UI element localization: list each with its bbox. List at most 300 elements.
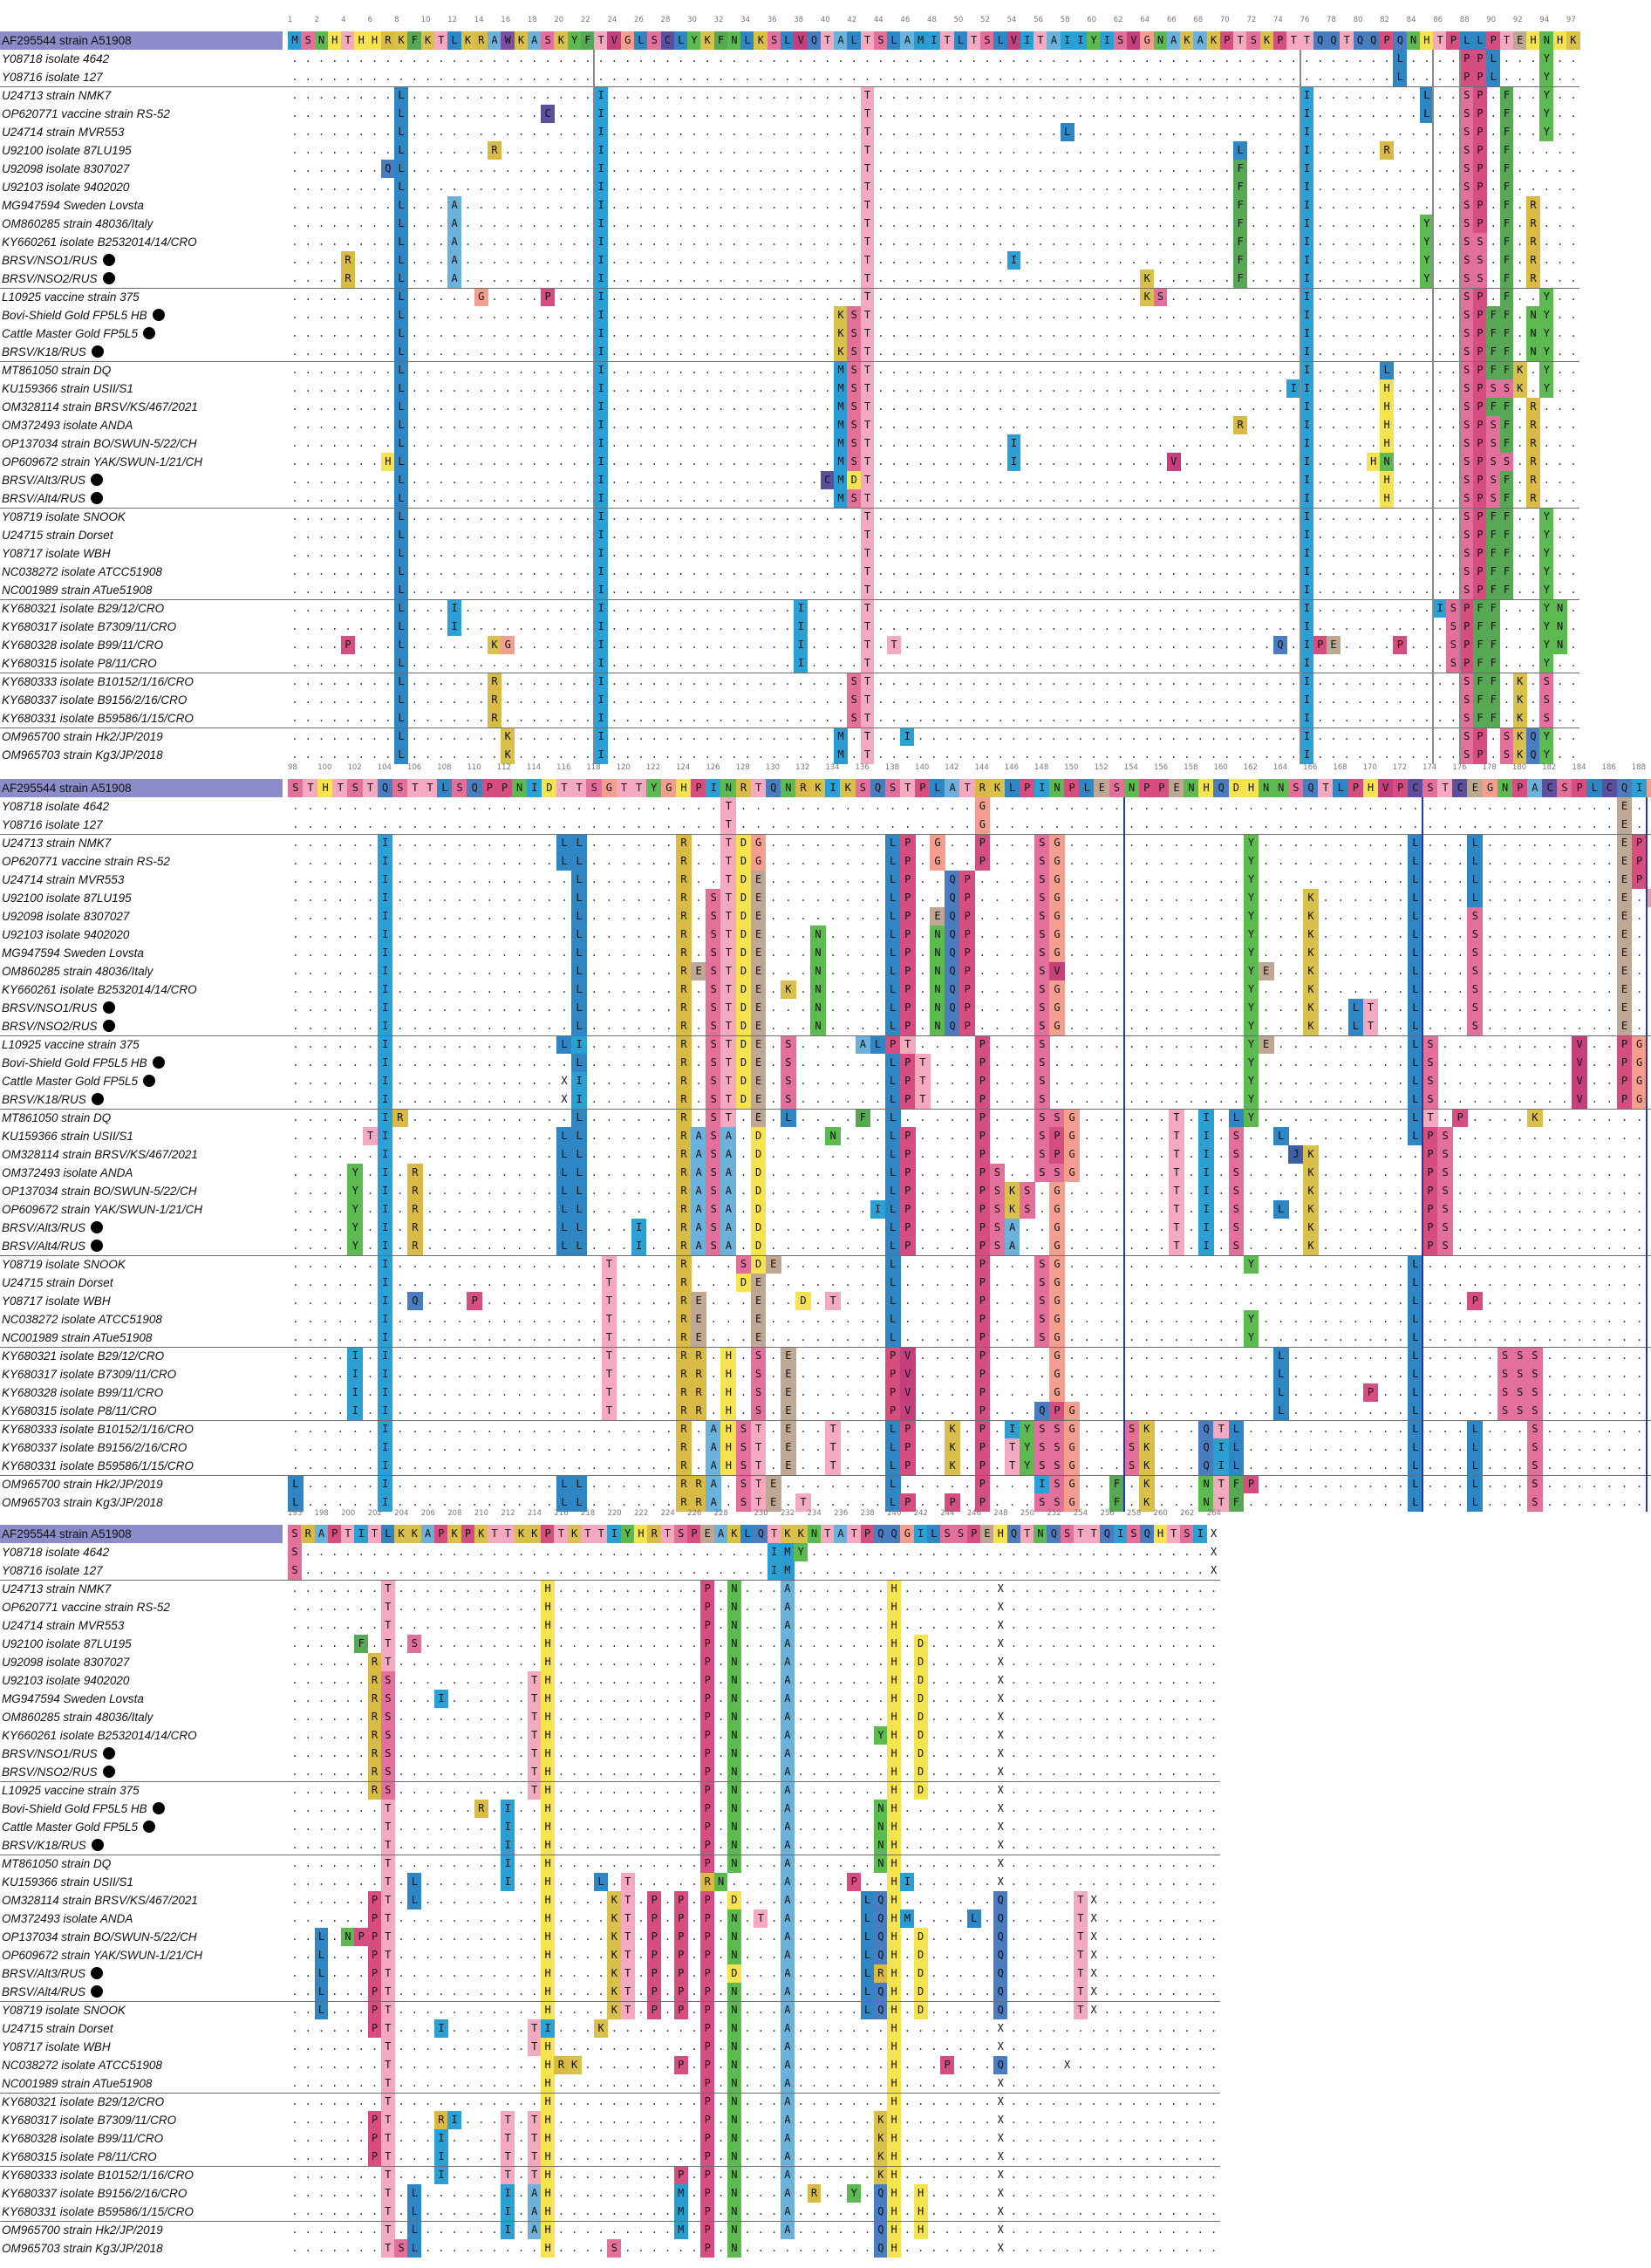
residue: L <box>394 398 408 416</box>
residue: . <box>1193 343 1207 361</box>
residue: I <box>594 636 608 654</box>
residue: G <box>975 797 991 816</box>
residue: G <box>1049 907 1065 926</box>
residue: . <box>1100 599 1114 618</box>
residue: . <box>1074 618 1088 636</box>
reference-residue: D <box>1229 779 1245 797</box>
residue: . <box>1340 306 1354 324</box>
residue: . <box>768 526 781 544</box>
residue: . <box>940 654 954 673</box>
residue: . <box>1420 288 1434 306</box>
strain-name: OM372493 isolate ANDA <box>2 419 133 432</box>
residue: . <box>1260 416 1274 434</box>
residue: . <box>381 434 395 453</box>
residue: . <box>301 105 315 123</box>
residue: . <box>900 306 914 324</box>
residue: . <box>1061 251 1075 270</box>
residue: . <box>808 270 822 288</box>
residue: . <box>993 691 1007 709</box>
residue: . <box>317 852 333 871</box>
residue: . <box>568 453 582 471</box>
residue: . <box>1260 215 1274 233</box>
residue: . <box>634 618 648 636</box>
residue: . <box>347 871 363 889</box>
residue: . <box>392 852 408 871</box>
residue: . <box>1526 160 1540 178</box>
ruler-tick-label: 130 <box>766 763 780 772</box>
strain-name: BRSV/NSO1/RUS <box>2 254 98 267</box>
residue: . <box>1220 471 1234 489</box>
sequence-row <box>0 526 1651 544</box>
residue: . <box>674 526 688 544</box>
ruler-tick-label: 158 <box>1184 763 1197 772</box>
residue: . <box>581 270 595 288</box>
residue: . <box>474 50 488 68</box>
residue: . <box>754 563 768 581</box>
residue: . <box>954 544 968 563</box>
residue: T <box>861 416 875 434</box>
residue: A <box>447 233 461 251</box>
residue: . <box>847 270 861 288</box>
residue: . <box>1154 434 1168 453</box>
residue: . <box>1260 196 1274 215</box>
residue: D <box>736 871 752 889</box>
residue: . <box>647 746 661 764</box>
residue: N <box>1553 599 1567 618</box>
residue: . <box>661 563 675 581</box>
residue: . <box>1061 233 1075 251</box>
residue: . <box>768 196 781 215</box>
residue: R <box>1526 489 1540 508</box>
residue: . <box>1500 654 1514 673</box>
residue: . <box>474 489 488 508</box>
residue: . <box>1367 251 1381 270</box>
residue: . <box>497 907 513 926</box>
residue: A <box>447 196 461 215</box>
residue: . <box>621 544 635 563</box>
residue: . <box>754 526 768 544</box>
residue: . <box>1074 673 1088 691</box>
residue: . <box>1393 306 1407 324</box>
residue: . <box>581 544 595 563</box>
residue: . <box>1327 581 1341 599</box>
residue: . <box>1064 816 1080 834</box>
residue: . <box>1539 251 1553 270</box>
ruler-tick-label: 118 <box>586 763 600 772</box>
residue: . <box>980 654 994 673</box>
residue: . <box>700 288 714 306</box>
residue: . <box>1207 361 1221 379</box>
residue: . <box>1087 673 1101 691</box>
residue: . <box>488 196 501 215</box>
residue: P <box>1313 636 1327 654</box>
residue: . <box>967 636 981 654</box>
sequence-row <box>0 251 1651 270</box>
residue: . <box>1154 926 1170 944</box>
residue: . <box>1393 215 1407 233</box>
residue: . <box>740 434 754 453</box>
residue: R <box>1526 233 1540 251</box>
sequence-row <box>0 160 1651 178</box>
residue: . <box>1260 361 1274 379</box>
residue: . <box>1180 636 1194 654</box>
residue: . <box>1193 178 1207 196</box>
residue: . <box>381 251 395 270</box>
residue: . <box>554 398 568 416</box>
reference-residue: P <box>1020 779 1035 797</box>
residue: . <box>927 215 941 233</box>
residue: . <box>1127 416 1141 434</box>
residue: . <box>1061 691 1075 709</box>
residue: . <box>1327 398 1341 416</box>
residue: . <box>288 160 302 178</box>
strain-name: Y08718 isolate 4642 <box>2 800 109 813</box>
residue: . <box>900 416 914 434</box>
residue: . <box>840 907 856 926</box>
residue: T <box>861 673 875 691</box>
residue: . <box>794 86 808 105</box>
residue: . <box>940 526 954 544</box>
residue: . <box>647 453 661 471</box>
residue: I <box>447 599 461 618</box>
residue: . <box>1233 599 1247 618</box>
residue: . <box>900 526 914 544</box>
residue: . <box>900 434 914 453</box>
residue: I <box>1300 709 1314 728</box>
residue: . <box>501 215 515 233</box>
residue: . <box>474 251 488 270</box>
residue: . <box>407 618 421 636</box>
residue: . <box>781 816 796 834</box>
residue: K <box>1140 270 1154 288</box>
residue: P <box>1632 834 1648 852</box>
residue: . <box>381 288 395 306</box>
residue: . <box>515 251 529 270</box>
residue: . <box>1512 871 1528 889</box>
residue: . <box>1327 361 1341 379</box>
residue: . <box>1114 141 1128 160</box>
residue: . <box>1087 416 1101 434</box>
residue: . <box>1420 141 1434 160</box>
strain-name: OM860285 strain 48036/Italy <box>2 217 153 230</box>
residue: . <box>1127 636 1141 654</box>
residue: . <box>1354 563 1368 581</box>
reference-residue: T <box>556 779 572 797</box>
residue: . <box>661 852 677 871</box>
residue: . <box>1327 306 1341 324</box>
residue: . <box>740 563 754 581</box>
residue: . <box>1246 746 1260 764</box>
residue: . <box>461 489 475 508</box>
residue: . <box>554 343 568 361</box>
residue: . <box>727 563 741 581</box>
residue: . <box>1207 654 1221 673</box>
residue: . <box>581 416 595 434</box>
residue: . <box>1109 797 1125 816</box>
residue: . <box>1207 86 1221 105</box>
residue: F <box>1473 599 1487 618</box>
residue: S <box>1460 563 1474 581</box>
residue: . <box>1167 636 1181 654</box>
residue: . <box>1220 324 1234 343</box>
residue: . <box>621 599 635 618</box>
residue: Y <box>1244 907 1259 926</box>
residue: . <box>1407 324 1421 343</box>
residue: . <box>1140 618 1154 636</box>
residue: . <box>768 379 781 398</box>
residue: . <box>301 251 315 270</box>
residue: . <box>447 654 461 673</box>
residue: . <box>927 453 941 471</box>
residue: . <box>541 563 555 581</box>
residue: . <box>407 68 421 86</box>
residue: . <box>368 68 382 86</box>
residue: . <box>407 251 421 270</box>
residue: . <box>1260 141 1274 160</box>
residue: . <box>1260 50 1274 68</box>
residue: . <box>1140 379 1154 398</box>
residue: . <box>1193 526 1207 544</box>
ruler-tick-label: 184 <box>1572 763 1586 772</box>
residue: . <box>1087 196 1101 215</box>
residue: . <box>288 709 302 728</box>
residue: . <box>541 68 555 86</box>
residue: . <box>647 471 661 489</box>
residue: . <box>317 797 333 816</box>
residue: . <box>1005 816 1020 834</box>
residue: . <box>1074 416 1088 434</box>
residue: . <box>1273 86 1287 105</box>
residue: I <box>794 654 808 673</box>
residue: . <box>1220 636 1234 654</box>
residue: . <box>394 68 408 86</box>
residue: . <box>434 416 448 434</box>
strain-label <box>2 618 286 636</box>
residue: . <box>541 324 555 343</box>
residue: . <box>1286 105 1300 123</box>
residue: . <box>422 797 438 816</box>
residue: . <box>975 871 991 889</box>
residue: F <box>1486 691 1500 709</box>
residue: . <box>474 68 488 86</box>
residue: . <box>808 618 822 636</box>
residue: . <box>1087 746 1101 764</box>
residue: . <box>1566 68 1580 86</box>
residue: . <box>1553 544 1567 563</box>
residue: . <box>674 581 688 599</box>
residue: . <box>1061 324 1075 343</box>
residue: L <box>556 834 572 852</box>
residue: . <box>1020 508 1034 526</box>
residue: . <box>1193 361 1207 379</box>
residue: . <box>1127 343 1141 361</box>
residue: . <box>1553 398 1567 416</box>
residue: . <box>781 709 795 728</box>
residue: . <box>1380 233 1394 251</box>
residue: . <box>1020 361 1034 379</box>
residue: . <box>1553 361 1567 379</box>
residue: . <box>354 709 368 728</box>
residue: . <box>461 728 475 746</box>
residue: . <box>661 871 677 889</box>
residue: . <box>1049 816 1065 834</box>
residue: . <box>1393 178 1407 196</box>
residue: . <box>740 68 754 86</box>
residue: . <box>1354 123 1368 141</box>
residue: . <box>1354 691 1368 709</box>
residue: . <box>363 816 379 834</box>
residue: . <box>915 816 931 834</box>
residue: . <box>993 50 1007 68</box>
residue: . <box>515 306 529 324</box>
residue: . <box>647 398 661 416</box>
residue: . <box>1527 871 1543 889</box>
residue: . <box>434 489 448 508</box>
residue: . <box>1047 581 1061 599</box>
residue: . <box>1140 526 1154 544</box>
residue: . <box>1124 871 1140 889</box>
residue: . <box>634 599 648 618</box>
residue: . <box>874 178 888 196</box>
residue: . <box>1246 508 1260 526</box>
strain-label <box>2 105 286 123</box>
residue: . <box>586 871 602 889</box>
residue: . <box>834 141 848 160</box>
residue: . <box>1286 654 1300 673</box>
residue: . <box>434 86 448 105</box>
residue: L <box>1408 926 1423 944</box>
residue: . <box>874 196 888 215</box>
residue: . <box>1539 416 1553 434</box>
residue: . <box>434 343 448 361</box>
residue: . <box>381 471 395 489</box>
reference-residue: V <box>1378 779 1394 797</box>
residue: . <box>515 324 529 343</box>
residue: . <box>887 324 901 343</box>
residue: . <box>1526 691 1540 709</box>
residue: . <box>1034 599 1047 618</box>
residue: . <box>808 68 822 86</box>
residue: K <box>1513 361 1527 379</box>
residue: . <box>661 471 675 489</box>
residue: . <box>1114 453 1128 471</box>
residue: . <box>954 728 968 746</box>
ruler-tick-label: 176 <box>1452 763 1466 772</box>
residue: . <box>421 324 435 343</box>
residue: . <box>1273 618 1287 636</box>
residue: . <box>1433 196 1447 215</box>
residue: . <box>1020 141 1034 160</box>
residue: Q <box>945 926 960 944</box>
ruler-tick-label: 97 <box>1566 16 1576 24</box>
residue: . <box>634 251 648 270</box>
residue: . <box>847 68 861 86</box>
ruler-tick-label: 134 <box>825 763 839 772</box>
residue: . <box>1393 196 1407 215</box>
residue: . <box>1553 563 1567 581</box>
residue: N <box>810 926 826 944</box>
residue: . <box>1407 215 1421 233</box>
residue: S <box>1460 123 1474 141</box>
residue: . <box>1100 86 1114 105</box>
residue: . <box>1246 141 1260 160</box>
residue: . <box>727 160 741 178</box>
residue: . <box>1193 453 1207 471</box>
residue: . <box>727 416 741 434</box>
residue: . <box>488 343 501 361</box>
residue: . <box>1367 270 1381 288</box>
residue: . <box>315 379 329 398</box>
reference-residue: N <box>1259 779 1274 797</box>
residue: . <box>1327 709 1341 728</box>
residue: . <box>1557 852 1573 871</box>
residue: . <box>315 123 329 141</box>
residue: . <box>1061 105 1075 123</box>
residue: . <box>661 306 675 324</box>
residue: . <box>1020 581 1034 599</box>
residue: I <box>1007 251 1021 270</box>
residue: I <box>378 834 393 852</box>
residue: T <box>720 907 736 926</box>
residue: . <box>434 215 448 233</box>
residue: . <box>1100 416 1114 434</box>
residue: R <box>488 691 501 709</box>
residue: . <box>647 581 661 599</box>
residue: . <box>1273 361 1287 379</box>
residue: . <box>647 343 661 361</box>
residue: . <box>422 816 438 834</box>
residue: M <box>834 746 848 764</box>
residue: . <box>1020 50 1034 68</box>
residue: Q <box>945 871 960 889</box>
residue: . <box>1354 68 1368 86</box>
residue: . <box>315 233 329 251</box>
reference-row <box>0 779 1651 797</box>
residue: . <box>581 215 595 233</box>
sequence-row <box>0 816 1651 834</box>
residue: . <box>421 270 435 288</box>
residue: . <box>781 797 796 816</box>
residue: . <box>1327 215 1341 233</box>
residue: . <box>700 453 714 471</box>
residue: . <box>437 907 453 926</box>
residue: . <box>1354 599 1368 618</box>
residue: . <box>980 361 994 379</box>
residue: . <box>1047 746 1061 764</box>
strain-name: U92103 isolate 9402020 <box>2 181 129 194</box>
residue: . <box>434 178 448 196</box>
residue: . <box>1407 105 1421 123</box>
residue: . <box>781 746 795 764</box>
residue: . <box>940 105 954 123</box>
residue: . <box>874 343 888 361</box>
residue: . <box>1557 834 1573 852</box>
residue: . <box>768 50 781 68</box>
residue: . <box>488 123 501 141</box>
residue: S <box>1460 141 1474 160</box>
residue: . <box>1100 453 1114 471</box>
residue: . <box>607 544 621 563</box>
residue: . <box>1193 728 1207 746</box>
residue: . <box>768 691 781 709</box>
residue: I <box>594 86 608 105</box>
residue: . <box>1087 618 1101 636</box>
residue: . <box>808 746 822 764</box>
residue: . <box>1020 852 1035 871</box>
residue: . <box>1184 907 1199 926</box>
residue: . <box>967 673 981 691</box>
residue: . <box>381 215 395 233</box>
